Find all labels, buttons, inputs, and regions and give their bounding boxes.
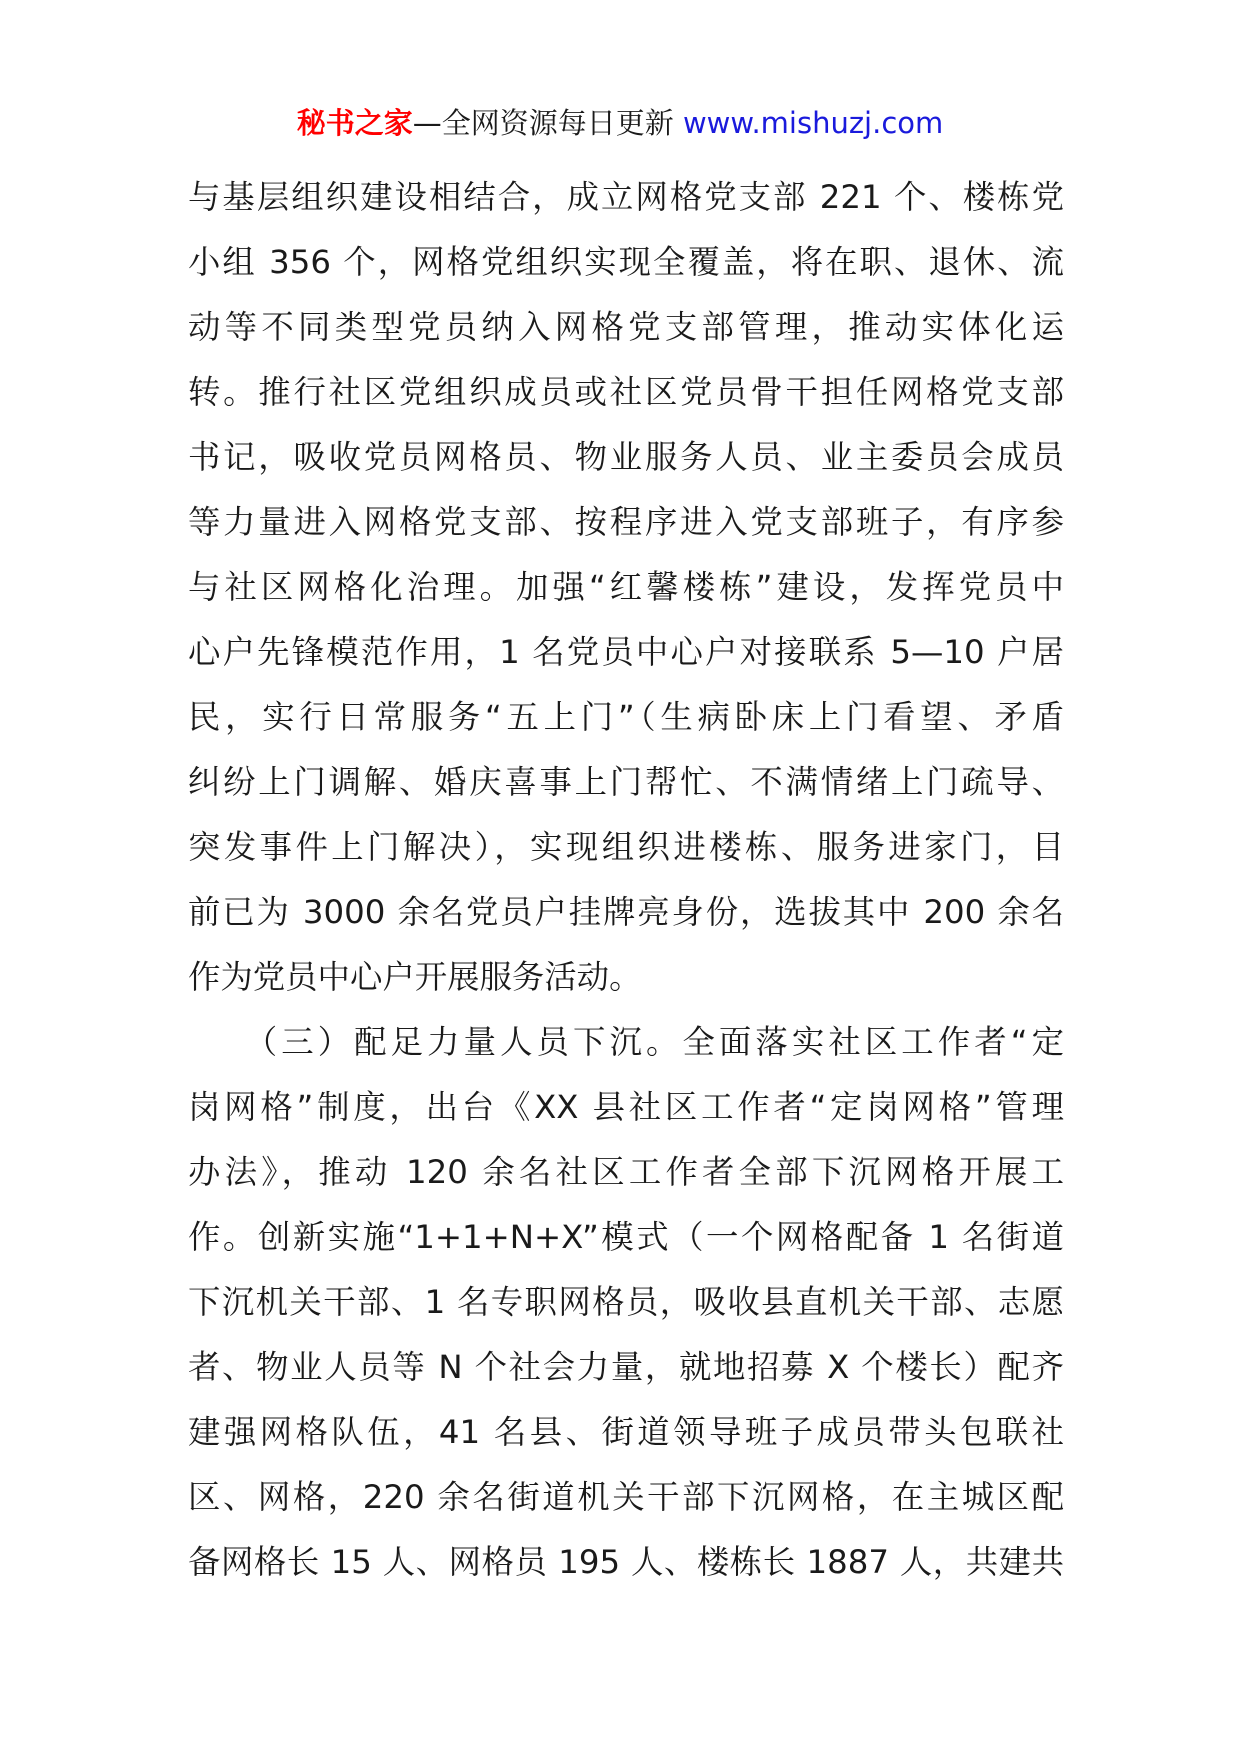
text-line: 岗网格”制度，出台《XX 县社区工作者“定岗网格”管理: [188, 1088, 1064, 1126]
text-line: 与社区网格化治理。加强“红馨楼栋”建设，发挥党员中: [188, 568, 1064, 606]
text-line: 区、网格，220 余名街道机关干部下沉网格，在主城区配: [188, 1478, 1064, 1516]
text-line: 转。推行社区党组织成员或社区党员骨干担任网格党支部: [188, 373, 1064, 411]
text-line: 动等不同类型党员纳入网格党支部管理，推动实体化运: [188, 308, 1064, 346]
text-line: 与基层组织建设相结合，成立网格党支部 221 个、楼栋党: [188, 178, 1064, 216]
text-line: 民，实行日常服务“五上门”（生病卧床上门看望、矛盾: [188, 698, 1064, 736]
text-line: 下沉机关干部、1 名专职网格员，吸收县直机关干部、志愿: [188, 1283, 1064, 1321]
text-line: 办法》，推动 120 余名社区工作者全部下沉网格开展工: [188, 1153, 1064, 1191]
brand-name: 秘书之家: [296, 106, 413, 140]
section-heading-line: （三）配足力量人员下沉。全面落实社区工作者“定: [188, 1023, 1064, 1061]
text-line: 书记，吸收党员网格员、物业服务人员、业主委员会成员: [188, 438, 1064, 476]
text-line: 建强网格队伍，41 名县、街道领导班子成员带头包联社: [188, 1413, 1064, 1451]
text-line: 前已为 3000 余名党员户挂牌亮身份，选拔其中 200 余名: [188, 893, 1064, 931]
text-line: 备网格长 15 人、网格员 195 人、楼栋长 1887 人，共建共: [188, 1543, 1064, 1581]
page-header: [0, 103, 1240, 143]
text-line: 纠纷上门调解、婚庆喜事上门帮忙、不满情绪上门疏导、: [188, 763, 1064, 801]
text-line: 心户先锋模范作用，1 名党员中心户对接联系 5—10 户居: [188, 633, 1064, 671]
document-body: [188, 165, 1064, 1595]
header-slogan: —全网资源每日更新: [412, 106, 674, 140]
text-line: 等力量进入网格党支部、按程序进入党支部班子，有序参: [188, 503, 1064, 541]
text-line: 者、物业人员等 N 个社会力量，就地招募 X 个楼长）配齐: [188, 1348, 1064, 1386]
text-line: 小组 356 个，网格党组织实现全覆盖，将在职、退休、流: [188, 243, 1064, 281]
text-line: 作。创新实施“1+1+N+X”模式（一个网格配备 1 名街道: [188, 1218, 1064, 1256]
text-line: 作为党员中心户开展服务活动。: [188, 958, 642, 996]
website-link[interactable]: www.mishuzj.com: [682, 106, 944, 140]
text-line: 突发事件上门解决），实现组织进楼栋、服务进家门，目: [188, 828, 1064, 866]
